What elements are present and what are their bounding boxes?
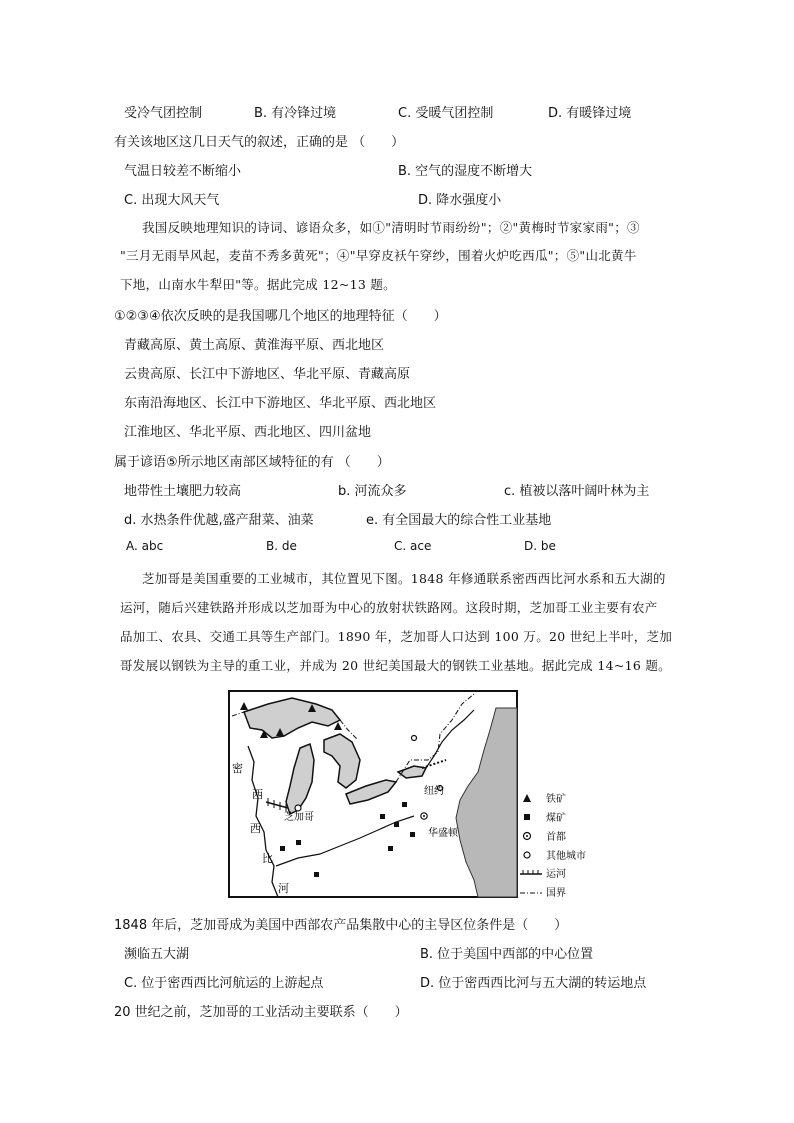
coal-marker bbox=[394, 822, 399, 827]
q13-stem: 属于谚语⑤所示地区南部区域特征的有 （ ） bbox=[114, 455, 390, 470]
coal-marker bbox=[380, 814, 385, 819]
legend-coal-symbol bbox=[524, 814, 530, 820]
q13-item-b: b. 河流众多 bbox=[338, 484, 407, 499]
q15-stem: 20 世纪之前，芝加哥的工业活动主要联系（ ） bbox=[114, 1005, 408, 1020]
q13-option-c: C. ace bbox=[394, 539, 432, 553]
prev-option-c: C. 受暖气团控制 bbox=[398, 106, 494, 121]
q11-option-c: C. 出现大风天气 bbox=[124, 193, 220, 208]
passage1-line2: "三月无雨旱风起，麦苗不秀多黄死"；④"早穿皮袄午穿纱，围着火炉吃西瓜"；⑤"山北黄牛 bbox=[120, 248, 637, 263]
q13-item-c: c. 植被以落叶阔叶林为主 bbox=[504, 484, 650, 499]
passage2-line3: 品加工、农具、交通工具等生产部门。1890 年，芝加哥人口达到 100 万。20 世纪上半叶，芝加 bbox=[120, 629, 673, 644]
chicago-marker bbox=[295, 805, 301, 811]
coal-marker bbox=[280, 846, 285, 851]
coal-marker bbox=[388, 846, 393, 851]
washington-marker-center bbox=[423, 815, 425, 817]
q14-stem: 1848 年后，芝加哥成为美国中西部农产品集散中心的主导区位条件是（ ） bbox=[114, 918, 568, 933]
q12-stem: ①②③④依次反映的是我国哪几个地区的地理特征（ ） bbox=[114, 309, 447, 324]
passage1-line1: 我国反映地理知识的诗词、谚语众多，如①"清明时节雨纷纷"；②"黄梅时节家家雨"；③ bbox=[142, 220, 640, 235]
prev-option-b: B. 有冷锋过境 bbox=[254, 106, 337, 121]
label-mi1: 密 bbox=[232, 762, 243, 775]
legend-coal: 煤矿 bbox=[546, 813, 566, 824]
q13-option-a: A. abc bbox=[126, 539, 164, 553]
coal-marker bbox=[314, 872, 319, 877]
coal-marker bbox=[410, 832, 415, 837]
q11-stem: 有关该地区这几日天气的叙述，正确的是 （ ） bbox=[114, 135, 405, 150]
q14-option-d: D. 位于密西西比河与五大湖的转运地点 bbox=[420, 976, 647, 991]
passage2-line2: 运河，随后兴建铁路并形成以芝加哥为中心的放射状铁路网。这段时期，芝加哥工业主要有农产 bbox=[120, 600, 658, 615]
q14-option-a: 濒临五大湖 bbox=[124, 947, 190, 962]
legend-capital: 首都 bbox=[546, 832, 566, 843]
label-washington: 华盛顿 bbox=[428, 828, 458, 839]
legend-iron-symbol bbox=[523, 794, 531, 802]
q14-option-c: C. 位于密西西比河航运的上游起点 bbox=[124, 976, 324, 991]
coal-marker bbox=[296, 840, 301, 845]
legend-iron: 铁矿 bbox=[546, 794, 566, 805]
label-mi4: 比 bbox=[262, 852, 273, 865]
q11-option-d: D. 降水强度小 bbox=[418, 193, 502, 208]
legend-capital-dot bbox=[526, 835, 528, 837]
passage2-line4: 哥发展以钢铁为主导的重工业，并成为 20 世纪美国最大的钢铁工业基地。据此完成 14~16 题。 bbox=[120, 658, 671, 673]
legend-canal: 运河 bbox=[546, 869, 566, 880]
legend-city: 其他城市 bbox=[546, 851, 586, 862]
label-newyork: 纽约 bbox=[424, 786, 444, 797]
q12-option-c: 东南沿海地区、长江中下游地区、华北平原、西北地区 bbox=[124, 396, 437, 411]
q12-option-d: 江淮地区、华北平原、西北地区、四川盆地 bbox=[124, 425, 372, 440]
prev-option-d: D. 有暖锋过境 bbox=[548, 106, 632, 121]
q14-option-b: B. 位于美国中西部的中心位置 bbox=[420, 947, 594, 962]
q11-option-b: B. 空气的湿度不断增大 bbox=[398, 164, 533, 179]
q12-option-a: 青藏高原、黄土高原、黄淮海平原、西北地区 bbox=[124, 338, 385, 353]
passage2-line1: 芝加哥是美国重要的工业城市，其位置见下图。1848 年修通联系密西西比河水系和五大湖的 bbox=[142, 571, 666, 586]
prev-option-a: 受冷气团控制 bbox=[124, 106, 203, 121]
city-marker bbox=[412, 736, 417, 741]
q13-item-e: e. 有全国最大的综合性工业基地 bbox=[366, 513, 552, 528]
q11-option-a: 气温日较差不断缩小 bbox=[124, 164, 242, 179]
legend-border: 国界 bbox=[546, 888, 566, 899]
chicago-region-map bbox=[228, 690, 518, 898]
coal-marker bbox=[402, 802, 407, 807]
label-mi2: 西 bbox=[252, 788, 263, 801]
legend-city-symbol bbox=[524, 852, 530, 858]
q13-item-d: d. 水热条件优越,盛产甜菜、油菜 bbox=[124, 513, 314, 528]
label-mi3: 西 bbox=[250, 822, 261, 835]
map-legend bbox=[520, 792, 630, 902]
q12-option-b: 云贵高原、长江中下游地区、华北平原、青藏高原 bbox=[124, 367, 411, 382]
label-chicago: 芝加哥 bbox=[284, 812, 314, 823]
passage1-line3: 下地，山南水牛犁田"等。据此完成 12~13 题。 bbox=[120, 277, 396, 292]
label-mi5: 河 bbox=[278, 882, 289, 895]
q13-option-d: D. be bbox=[524, 539, 556, 553]
q13-option-b: B. de bbox=[266, 539, 297, 553]
q13-item-a: 地带性土壤肥力较高 bbox=[124, 484, 242, 499]
